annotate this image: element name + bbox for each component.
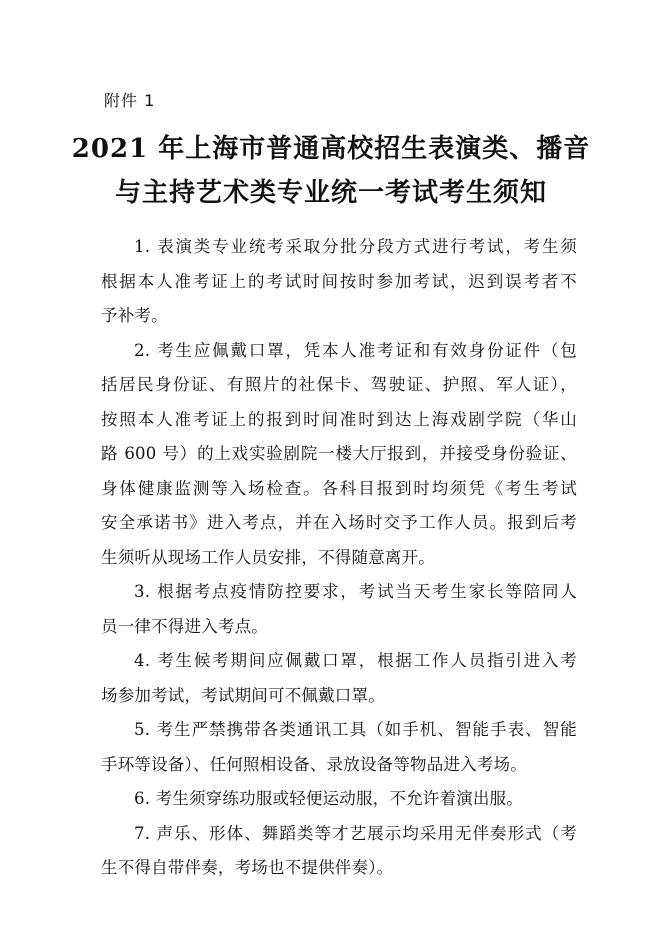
paragraph-4 [101, 644, 577, 713]
paragraph-line: 安全承诺书》进入考点，并在入场时交予工作人员。报到后考 [101, 513, 577, 532]
attachment-label: 附件 1 [104, 91, 156, 110]
paragraph-1 [101, 230, 577, 334]
paragraph-line: 手环等设备）、任何照相设备、录放设备等物品进入考场。 [101, 754, 527, 774]
paragraph-line: 括居民身份证、有照片的社保卡、驾驶证、护照、军人证）， [101, 375, 577, 394]
document-body [101, 230, 577, 886]
paragraph-line: 生须听从现场工作人员安排，不得随意离开。 [101, 547, 435, 567]
paragraph-line: 场参加考试，考试期间可不佩戴口罩。 [101, 685, 385, 705]
paragraph-line: 生不得自带伴奏，考场也不提供伴奏）。 [101, 858, 394, 877]
paragraph-6 [101, 782, 577, 817]
paragraph-line: 3. 根据考点疫情防控要求，考试当天考生家长等陪同人 [134, 582, 577, 601]
paragraph-line: 4. 考生候考期间应佩戴口罩，根据工作人员指引进入考 [134, 651, 577, 670]
document-title-line-2: 与主持艺术类专业统一考试考生须知 [114, 178, 547, 208]
paragraph-line: 6. 考生须穿练功服或轻便运动服，不允许着演出服。 [134, 789, 523, 808]
paragraph-line: 5. 考生严禁携带各类通讯工具（如手机、智能手表、智能 [134, 720, 577, 739]
paragraph-line: 路 600 号）的上戏实验剧院一楼大厅报到，并接受身份验证、 [101, 444, 577, 463]
paragraph-line: 2. 考生应佩戴口罩，凭本人准考证和有效身份证件（包 [134, 340, 577, 360]
paragraph-line: 按照本人准考证上的报到时间准时到达上海戏剧学院（华山 [101, 409, 577, 429]
paragraph-line: 根据本人准考证上的考试时间按时参加考试，迟到误考者不 [101, 271, 577, 291]
paragraph-3 [101, 575, 577, 644]
document-title-line-1: 2021 年上海市普通高校招生表演类、播音 [71, 134, 591, 164]
paragraph-2 [101, 334, 577, 576]
paragraph-line: 1. 表演类专业统考采取分批分段方式进行考试，考生须 [134, 237, 577, 256]
paragraph-7 [101, 817, 577, 886]
paragraph-line: 予补考。 [101, 306, 168, 325]
paragraph-line: 员一律不得进入考点。 [101, 616, 268, 636]
paragraph-line: 身体健康监测等入场检查。各科目报到时均须凭《考生考试 [101, 478, 577, 498]
paragraph-5 [101, 713, 577, 782]
paragraph-line: 7. 声乐、形体、舞蹈类等才艺展示均采用无伴奏形式（考 [134, 823, 577, 843]
